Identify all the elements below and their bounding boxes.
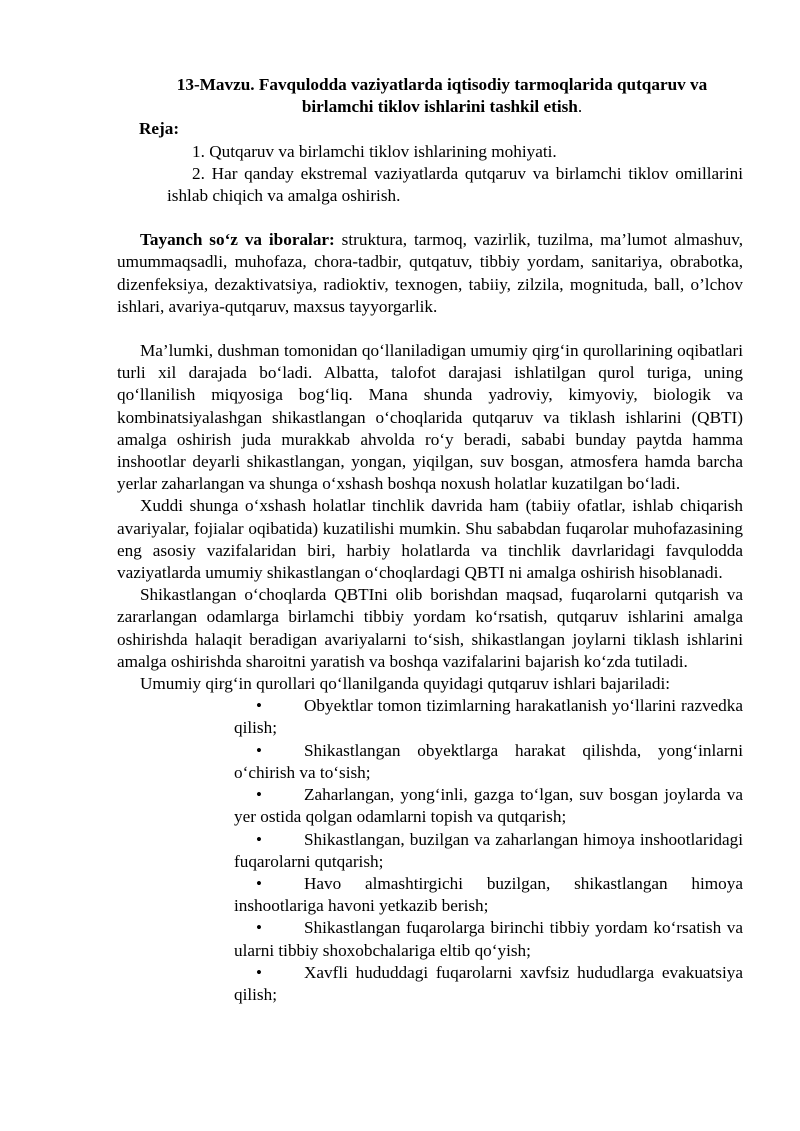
list-item-text: Xavfli hududdagi fuqarolarni xavfsiz hududlarga evakuatsiya qilish; bbox=[234, 962, 743, 1004]
document-title bbox=[117, 74, 743, 118]
plan-heading: Reja: bbox=[139, 119, 180, 139]
list-item-text: Havo almashtirgichi buzilgan, shikastlangan himoya inshootlariga havoni yetkazib berish; bbox=[234, 873, 743, 916]
body-paragraph: Umumiy qirg‘in qurollari qo‘llanilganda quyidagi qutqaruv ishlari bajariladi: bbox=[140, 674, 670, 694]
list-item-text: Zaharlangan, yong‘inli, gazga to‘lgan, suv bosgan joylarda va yer ostida qolgan odamlarni topish va qutqarish; bbox=[234, 785, 743, 827]
bullet-icon: • bbox=[256, 740, 262, 760]
list-item-text: Obyektlar tomon tizimlarning harakatlanish yo‘llarini razvedka qilish; bbox=[234, 696, 743, 738]
bullet-icon: • bbox=[256, 829, 262, 849]
title-period: . bbox=[577, 97, 583, 117]
plan-item-2: 2. Har qanday ekstremal vaziyatlarda qutqaruv va birlamchi tiklov omillarini ishlab chiqich va amalga oshirish. bbox=[167, 163, 743, 206]
list-item bbox=[234, 784, 743, 828]
bullet-icon: • bbox=[256, 918, 262, 938]
keywords-paragraph bbox=[117, 229, 743, 318]
spacer bbox=[117, 318, 743, 340]
body-paragraph: Xuddi shunga o‘xshash holatlar tinchlik davrida ham (tabiiy ofatlar, ishlab chiqarish avariyalar, fojialar oqibatida) kuzatilishi mumkin. Shu sababdan fuqarolar muhofazasining eng asosiy vazifalaridan biri, harbiy holatlarda va tinchlik davrlaridagi favqulodda vaziyatlarda umumiy shikastlangan o‘choqlardagi QBTI ni amalga oshirish hisoblanadi. bbox=[117, 496, 743, 583]
spacer bbox=[117, 207, 743, 229]
keywords-label: Tayanch so‘z va iboralar: bbox=[140, 230, 335, 250]
list-item bbox=[234, 962, 743, 1006]
list-item-text: Shikastlangan obyektlarga harakat qilishda, yong‘inlarni o‘chirish va to‘sish; bbox=[234, 740, 743, 782]
body-paragraph: Ma’lumki, dushman tomonidan qo‘llaniladigan umumiy qirg‘in qurollarining oqibatlari turli xil darajada bo‘ladi. Albatta, talofot darajasi ishlatilgan qurol turiga, uning qo‘llanilish miqyosiga bog‘liq. Mana shunda yadroviy, kimyoviy, biologik va kombinatsiyalashgan shikastlangan o‘choqlarida qutqaruv va tiklash ishlarini (QBTI) amalga oshirish juda murakkab ahvolda ro‘y beradi, sababi bunday paytda hamma inshootlar deyarli shikastlangan, yongan, yiqilgan, suv bosgan, atmosfera hamda barcha yerlar zaharlangan va shunga o‘xshash boshqa noxush holatlar kuzatilgan bo‘ladi. bbox=[117, 341, 743, 494]
keywords-text: struktura, tarmoq, vazirlik, tuzilma, ma’lumot almashuv, umummaqsadli, muhofaza, chora-tadbir, qutqatuv, tibbiy yordam, sanitariya, obrabotka, dizenfeksiya, dezaktivatsiya, radioktiv, texnogen, tabiiy, zilzila, mognituda, ball, o’lchov ishlari, avariya-qutqaruv, maxsus tayyorgarlik. bbox=[117, 230, 744, 316]
list-item-text: Shikastlangan fuqarolarga birinchi tibbiy yordam ko‘rsatish va ularni tibbiy shoxobchalariga eltib qo‘yish; bbox=[234, 918, 743, 960]
list-item bbox=[234, 829, 743, 873]
list-item bbox=[234, 695, 743, 739]
bullet-icon: • bbox=[256, 873, 262, 893]
list-item bbox=[234, 873, 743, 917]
document-page bbox=[117, 74, 743, 1006]
bullet-list bbox=[234, 695, 743, 1006]
plan-item-1: 1. Qutqaruv va birlamchi tiklov ishlarining mohiyati. bbox=[192, 141, 557, 161]
body-paragraph: Shikastlangan o‘choqlarda QBTIni olib borishdan maqsad, fuqarolarni qutqarish va zararlangan odamlarga birlamchi tibbiy yordam ko‘rsatish, qutqaruv ishlarini amalga oshirishda halaqit beradigan avariyalarni to‘sish, shikastlangan joylarni tiklash ishlarini amalga oshirishda sharoitni yaratish va boshqa vazifalarini bajarish ko‘zda tutiladi. bbox=[117, 585, 743, 671]
bullet-icon: • bbox=[256, 962, 262, 982]
list-item bbox=[234, 917, 743, 961]
list-item-text: Shikastlangan, buzilgan va zaharlangan himoya inshootlaridagi fuqarolarni qutqarish; bbox=[234, 829, 743, 871]
title-text: 13-Mavzu. Favqulodda vaziyatlarda iqtisodiy tarmoqlarida qutqaruv va birlamchi tiklov ishlarini tashkil etish bbox=[176, 75, 708, 117]
bullet-icon: • bbox=[256, 785, 262, 805]
list-item bbox=[234, 740, 743, 784]
bullet-icon: • bbox=[256, 696, 262, 716]
